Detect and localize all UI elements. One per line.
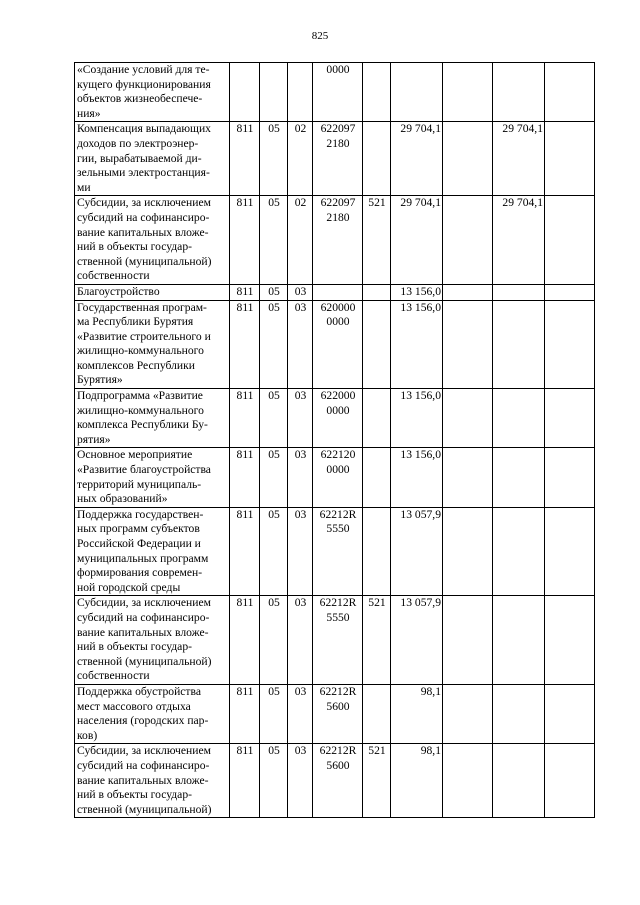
target-article-cell — [313, 284, 363, 300]
expense-type-cell — [363, 63, 391, 122]
row-name-cell: Подпрограмма «Развитие жилищно-коммунального комплекса Республики Бу- рятия» — [75, 389, 230, 448]
row-name-cell: Компенсация выпадающих доходов по электроэнер- гии, вырабатываемой ди- зельными электростанция- ми — [75, 122, 230, 196]
target-article-cell: 622120 0000 — [313, 448, 363, 507]
amount-cell — [545, 389, 595, 448]
section-code-cell: 05 — [260, 389, 288, 448]
expense-type-cell — [363, 507, 391, 596]
section-code-cell: 05 — [260, 300, 288, 389]
section-code-cell — [260, 63, 288, 122]
row-name-cell: Поддержка государствен- ных программ субъектов Российской Федерации и муниципальных программ формирования современ- ной городской среды — [75, 507, 230, 596]
amount-cell — [493, 63, 545, 122]
table-row — [75, 684, 595, 743]
table-row — [75, 389, 595, 448]
expense-type-cell — [363, 284, 391, 300]
amount-cell — [545, 596, 595, 685]
section-code-cell: 05 — [260, 448, 288, 507]
amount-cell — [493, 389, 545, 448]
subsection-code-cell: 02 — [288, 196, 313, 285]
amount-cell — [443, 196, 493, 285]
amount-cell — [493, 284, 545, 300]
amount-cell — [443, 300, 493, 389]
target-article-cell: 622097 2180 — [313, 196, 363, 285]
table-row — [75, 63, 595, 122]
amount-cell — [493, 744, 545, 818]
admin-code-cell: 811 — [230, 744, 260, 818]
row-name-cell: Субсидии, за исключением субсидий на софинансиро- вание капитальных вложе- ний в объекты государ- ственной (муниципальной) собственности — [75, 596, 230, 685]
section-code-cell: 05 — [260, 744, 288, 818]
row-name-cell: Государственная програм- ма Республики Бурятия «Развитие строительного и жилищно-коммунального комплексов Республики Бурятия» — [75, 300, 230, 389]
amount-cell: 29 704,1 — [391, 122, 443, 196]
table-row — [75, 284, 595, 300]
amount-cell — [545, 507, 595, 596]
subsection-code-cell: 03 — [288, 507, 313, 596]
subsection-code-cell — [288, 63, 313, 122]
amount-cell — [443, 507, 493, 596]
amount-cell: 29 704,1 — [493, 196, 545, 285]
amount-cell — [545, 63, 595, 122]
section-code-cell: 05 — [260, 684, 288, 743]
amount-cell — [493, 507, 545, 596]
amount-cell — [443, 684, 493, 743]
target-article-cell: 620000 0000 — [313, 300, 363, 389]
section-code-cell: 05 — [260, 122, 288, 196]
target-article-cell: 62212R 5550 — [313, 507, 363, 596]
admin-code-cell: 811 — [230, 684, 260, 743]
subsection-code-cell: 03 — [288, 300, 313, 389]
target-article-cell: 0000 — [313, 63, 363, 122]
amount-cell — [545, 284, 595, 300]
subsection-code-cell: 03 — [288, 684, 313, 743]
admin-code-cell: 811 — [230, 196, 260, 285]
table-row — [75, 744, 595, 818]
amount-cell: 13 156,0 — [391, 448, 443, 507]
section-code-cell: 05 — [260, 196, 288, 285]
table-row — [75, 596, 595, 685]
amount-cell: 13 156,0 — [391, 300, 443, 389]
admin-code-cell: 811 — [230, 300, 260, 389]
subsection-code-cell: 03 — [288, 284, 313, 300]
section-code-cell: 05 — [260, 507, 288, 596]
expense-type-cell — [363, 122, 391, 196]
expense-type-cell — [363, 448, 391, 507]
expense-type-cell — [363, 300, 391, 389]
expense-type-cell: 521 — [363, 744, 391, 818]
amount-cell — [545, 122, 595, 196]
amount-cell — [493, 596, 545, 685]
amount-cell — [443, 63, 493, 122]
table-row — [75, 122, 595, 196]
amount-cell: 13 057,9 — [391, 507, 443, 596]
amount-cell — [443, 596, 493, 685]
admin-code-cell: 811 — [230, 507, 260, 596]
subsection-code-cell: 03 — [288, 744, 313, 818]
section-code-cell: 05 — [260, 284, 288, 300]
amount-cell: 13 057,9 — [391, 596, 443, 685]
subsection-code-cell: 02 — [288, 122, 313, 196]
target-article-cell: 62212R 5600 — [313, 684, 363, 743]
admin-code-cell: 811 — [230, 448, 260, 507]
page-number: 825 — [311, 30, 329, 42]
target-article-cell: 622097 2180 — [313, 122, 363, 196]
amount-cell — [443, 122, 493, 196]
amount-cell — [391, 63, 443, 122]
admin-code-cell — [230, 63, 260, 122]
expense-type-cell — [363, 684, 391, 743]
subsection-code-cell: 03 — [288, 448, 313, 507]
expense-type-cell: 521 — [363, 196, 391, 285]
table-row — [75, 448, 595, 507]
amount-cell — [545, 300, 595, 389]
amount-cell — [545, 744, 595, 818]
amount-cell — [443, 448, 493, 507]
amount-cell: 13 156,0 — [391, 389, 443, 448]
row-name-cell: Поддержка обустройства мест массового отдыха населения (городских пар- ков) — [75, 684, 230, 743]
table-row — [75, 507, 595, 596]
subsection-code-cell: 03 — [288, 389, 313, 448]
expense-type-cell — [363, 389, 391, 448]
row-name-cell: Субсидии, за исключением субсидий на софинансиро- вание капитальных вложе- ний в объекты государ- ственной (муниципальной) собственности — [75, 196, 230, 285]
amount-cell — [443, 389, 493, 448]
amount-cell — [493, 448, 545, 507]
target-article-cell: 62212R 5600 — [313, 744, 363, 818]
amount-cell: 13 156,0 — [391, 284, 443, 300]
row-name-cell: Основное мероприятие «Развитие благоустройства территорий муниципаль- ных образований» — [75, 448, 230, 507]
subsection-code-cell: 03 — [288, 596, 313, 685]
amount-cell: 98,1 — [391, 744, 443, 818]
target-article-cell: 622000 0000 — [313, 389, 363, 448]
amount-cell: 29 704,1 — [391, 196, 443, 285]
amount-cell — [493, 300, 545, 389]
row-name-cell: Благоустройство — [75, 284, 230, 300]
amount-cell — [545, 684, 595, 743]
amount-cell — [545, 448, 595, 507]
row-name-cell: «Создание условий для те- кущего функционирования объектов жизнеобеспече- ния» — [75, 63, 230, 122]
admin-code-cell: 811 — [230, 596, 260, 685]
section-code-cell: 05 — [260, 596, 288, 685]
amount-cell: 98,1 — [391, 684, 443, 743]
admin-code-cell: 811 — [230, 284, 260, 300]
amount-cell — [545, 196, 595, 285]
table-row — [75, 196, 595, 285]
table-row — [75, 300, 595, 389]
row-name-cell: Субсидии, за исключением субсидий на софинансиро- вание капитальных вложе- ний в объекты государ- ственной (муниципальной) — [75, 744, 230, 818]
amount-cell — [443, 744, 493, 818]
admin-code-cell: 811 — [230, 122, 260, 196]
amount-cell — [443, 284, 493, 300]
admin-code-cell: 811 — [230, 389, 260, 448]
table-body — [75, 63, 595, 818]
amount-cell — [493, 684, 545, 743]
budget-table — [74, 62, 595, 818]
amount-cell: 29 704,1 — [493, 122, 545, 196]
expense-type-cell: 521 — [363, 596, 391, 685]
target-article-cell: 62212R 5550 — [313, 596, 363, 685]
